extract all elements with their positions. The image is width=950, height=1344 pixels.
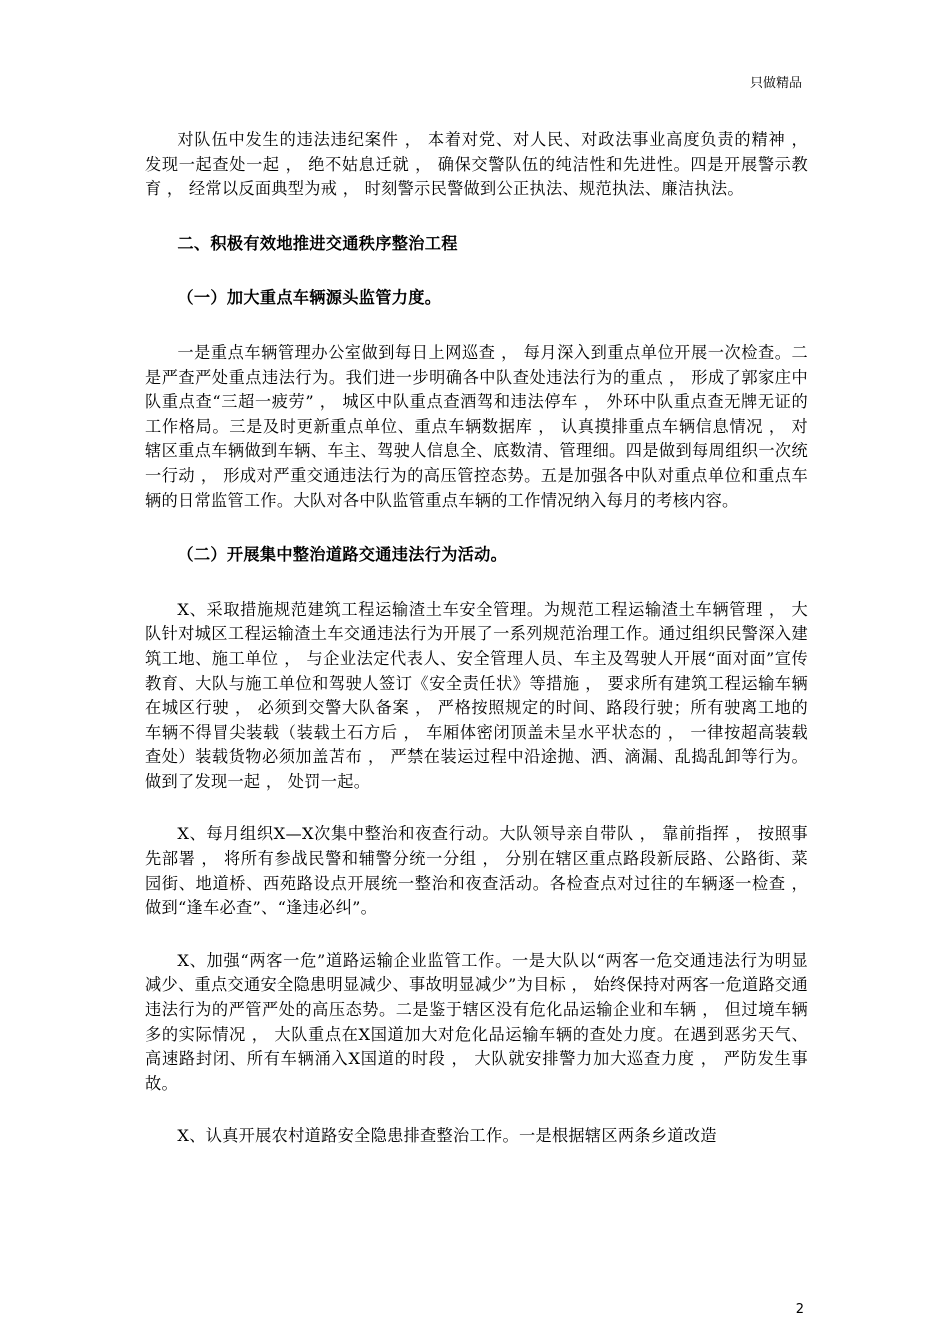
section-heading-traffic-order: 二、积极有效地推进交通秩序整治工程	[177, 233, 458, 253]
paragraph-two-passenger-one-hazard: X、加强“两客一危”道路运输企业监管工作。一是大队以“两客一危交通违法行为明显减少、重点交通安全隐患明显减少、事故明显减少”为目标 ， 始终保持对两客一危道路交通违法行为的严管严处的高压态势。二是鉴于辖区没有危化品运输企业和车辆 ， 但过境车辆多的实际情况 ， 大队重点在X国道加大对危化品运输车辆的查处力度。在遇到恶劣天气、高速路封闭、所有车辆涌入X国道的时段 ， 大队就安排警力加大巡查力度 ， 严防发生事故。	[145, 950, 808, 1093]
page-number: 2	[795, 1302, 804, 1317]
paragraph-night-checks: X、每月组织X—X次集中整治和夜查行动。大队领导亲自带队 ， 靠前指挥 ， 按照事先部署 ， 将所有参战民警和辅警分统一分组 ， 分别在辖区重点路段新辰路、公路街、菜园街、地道桥、西苑路设点开展统一整治和夜查活动。各检查点对过往的车辆逐一检查 ， 做到“逢车必查”、“逢违必纠”。	[145, 824, 808, 918]
paragraph-muck-trucks: X、采取措施规范建筑工程运输渣土车安全管理。为规范工程运输渣土车辆管理 ， 大队针对城区工程运输渣土车交通违法行为开展了一系列规范治理工作。通过组织民警深入建筑工地、施工单位 ， 与企业法定代表人、安全管理人员、车主及驾驶人开展“面对面”宣传教育、大队与施工单位和驾驶人签订《安全责任状》等措施 ， 要求所有建筑工程运输车辆在城区行驶 ， 必须到交警大队备案 ， 严格按照规定的时间、路段行驶；所有驶离工地的车辆不得冒尖装载（装载土石方后 ， 车厢体密闭顶盖未呈水平状态的 ， 一律按超高装载查处）装载货物必须加盖苫布 ， 严禁在装运过程中沿途抛、洒、滴漏、乱捣乱卸等行为。做到了发现一起 ， 处罚一起。	[145, 599, 808, 791]
header-tag: 只做精品	[749, 76, 802, 91]
document-body	[145, 128, 808, 1149]
subsection-heading-violations: （二）开展集中整治道路交通违法行为活动。	[177, 545, 508, 565]
paragraph-discipline: 对队伍中发生的违法违纪案件 ， 本着对党、对人民、对政法事业高度负责的精神 ， 发现一起查处一起 ， 绝不姑息迁就 ， 确保交警队伍的纯洁性和先进性。四是开展警示教育 ， 经常以反面典型为戒 ， 时刻警示民警做到公正执法、规范执法、廉洁执法。	[145, 130, 808, 199]
paragraph-key-vehicles: 一是重点车辆管理办公室做到每日上网巡查 ， 每月深入到重点单位开展一次检查。二是严查严处重点违法行为。我们进一步明确各中队查处违法行为的重点 ， 形成了郭家庄中队重点查“三超一疲劳” ， 城区中队重点查酒驾和违法停车 ， 外环中队重点查无牌无证的工作格局。三是及时更新重点单位、重点车辆数据库 ， 认真摸排重点车辆信息情况 ， 对辖区重点车辆做到车辆、车主、驾驶人信息全、底数清、管理细。四是做到每周组织一次统一行动 ， 形成对严重交通违法行为的高压管控态势。五是加强各中队对重点单位和重点车辆的日常监管工作。大队对各中队监管重点车辆的工作情况纳入每月的考核内容。	[145, 342, 808, 510]
paragraph-rural-roads: X、认真开展农村道路安全隐患排查整治工作。一是根据辖区两条乡道改造	[177, 1126, 717, 1146]
subsection-heading-key-vehicles: （一）加大重点车辆源头监管力度。	[177, 288, 442, 308]
